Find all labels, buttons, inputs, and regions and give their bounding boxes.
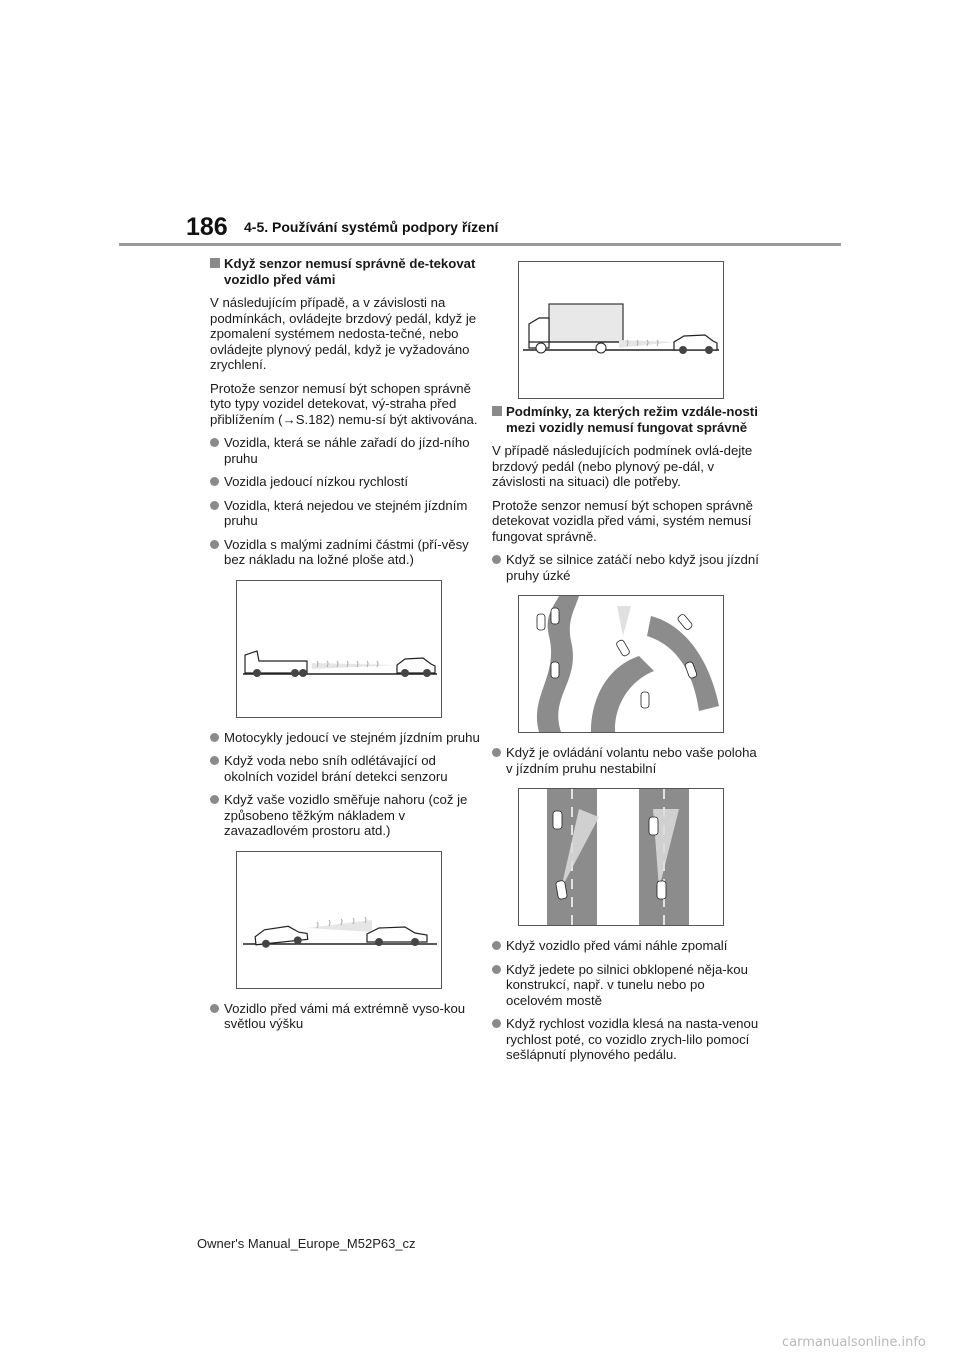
round-bullet-icon: [492, 941, 501, 950]
list-item: Vozidlo před vámi má extrémně vyso-kou světlou výšku: [210, 1001, 480, 1032]
round-bullet-icon: [210, 1004, 219, 1013]
watermark: carmanualsonline.info: [782, 1335, 926, 1350]
page-number: 186: [186, 213, 228, 241]
round-bullet-icon: [210, 756, 219, 765]
illustration-unstable-lane-position: [518, 788, 724, 926]
list-item: Když je ovládání volantu nebo vaše poloha v jízdním pruhu nestabilní: [492, 745, 762, 776]
left-paragraph-2: Protože senzor nemusí být schopen správně tyto typy vozidel detekovat, vý-straha před přiblížením (→S.182) nemu-sí být aktivována.: [210, 380, 478, 427]
list-item: Vozidla s malými zadními částmi (pří-věsy bez nákladu na ložné ploše atd.): [210, 537, 480, 568]
list-item: Když voda nebo sníh odlétávající od okolních vozidel brání detekci senzoru: [210, 753, 480, 784]
round-bullet-icon: [210, 540, 219, 549]
left-heading: [210, 256, 480, 287]
header-divider: [119, 243, 841, 246]
illustration-high-clearance-truck: [518, 261, 724, 399]
round-bullet-icon: [492, 748, 501, 757]
list-item: Motocykly jedoucí ve stejném jízdním pruhu: [210, 730, 480, 746]
illustration-curved-roads: [518, 595, 724, 733]
illustration-truck-detection: [236, 580, 442, 718]
list-item: Když se silnice zatáčí nebo když jsou jízdní pruhy úzké: [492, 552, 762, 583]
round-bullet-icon: [210, 477, 219, 486]
round-bullet-icon: [492, 555, 501, 564]
list-item: Vozidla, která nejedou ve stejném jízdním pruhu: [210, 498, 480, 529]
list-item: Když vaše vozidlo směřuje nahoru (což je způsobeno těžkým nákladem v zavazadlovém prostoru atd.): [210, 792, 480, 839]
square-bullet-icon: [492, 406, 502, 416]
right-heading: [492, 404, 762, 435]
section-title: 4-5. Používání systémů podpory řízení: [244, 219, 499, 235]
square-bullet-icon: [210, 258, 220, 268]
right-column: [492, 404, 762, 1071]
round-bullet-icon: [210, 795, 219, 804]
list-item: Když rychlost vozidla klesá na nasta-venou rychlost poté, co vozidlo zrych-lilo pomocí sešlápnutí plynového pedálu.: [492, 1016, 762, 1063]
round-bullet-icon: [210, 438, 219, 447]
list-item: Když vozidlo před vámi náhle zpomalí: [492, 938, 762, 954]
right-paragraph-2: Protože senzor nemusí být schopen správně detekovat vozidla před vámi, systém nemusí fungovat správně.: [492, 497, 753, 544]
round-bullet-icon: [210, 501, 219, 510]
list-item: Vozidla jedoucí nízkou rychlostí: [210, 474, 480, 490]
left-paragraph-1: V následujícím případě, a v závislosti na podmínkách, ovládejte brzdový pedál, když je zpomalení systémem nedosta-tečné, nebo ovládejte plynový pedál, když je vyžadováno zrychlení.: [210, 295, 477, 372]
round-bullet-icon: [492, 965, 501, 974]
list-item: Když jedete po silnici obklopené něja-kou konstrukcí, např. v tunelu nebo po ocelovém mostě: [492, 962, 762, 1009]
left-heading-text: Když senzor nemusí správně de-tekovat vozidlo před vámi: [224, 256, 476, 287]
right-heading-text: Podmínky, za kterých režim vzdále-nosti mezi vozidly nemusí fungovat správně: [506, 404, 758, 435]
left-column: [210, 256, 480, 1040]
footer-text: Owner's Manual_Europe_M52P63_cz: [197, 1236, 416, 1251]
list-item: Vozidla, která se náhle zařadí do jízd-ního pruhu: [210, 435, 480, 466]
right-paragraph-1: V případě následujících podmínek ovlá-dejte brzdový pedál (nebo plynový pe-dál, v závislosti na situaci) dle potřeby.: [492, 443, 753, 489]
illustration-vehicle-pitching-up: [236, 851, 442, 989]
round-bullet-icon: [492, 1019, 501, 1028]
round-bullet-icon: [210, 733, 219, 742]
